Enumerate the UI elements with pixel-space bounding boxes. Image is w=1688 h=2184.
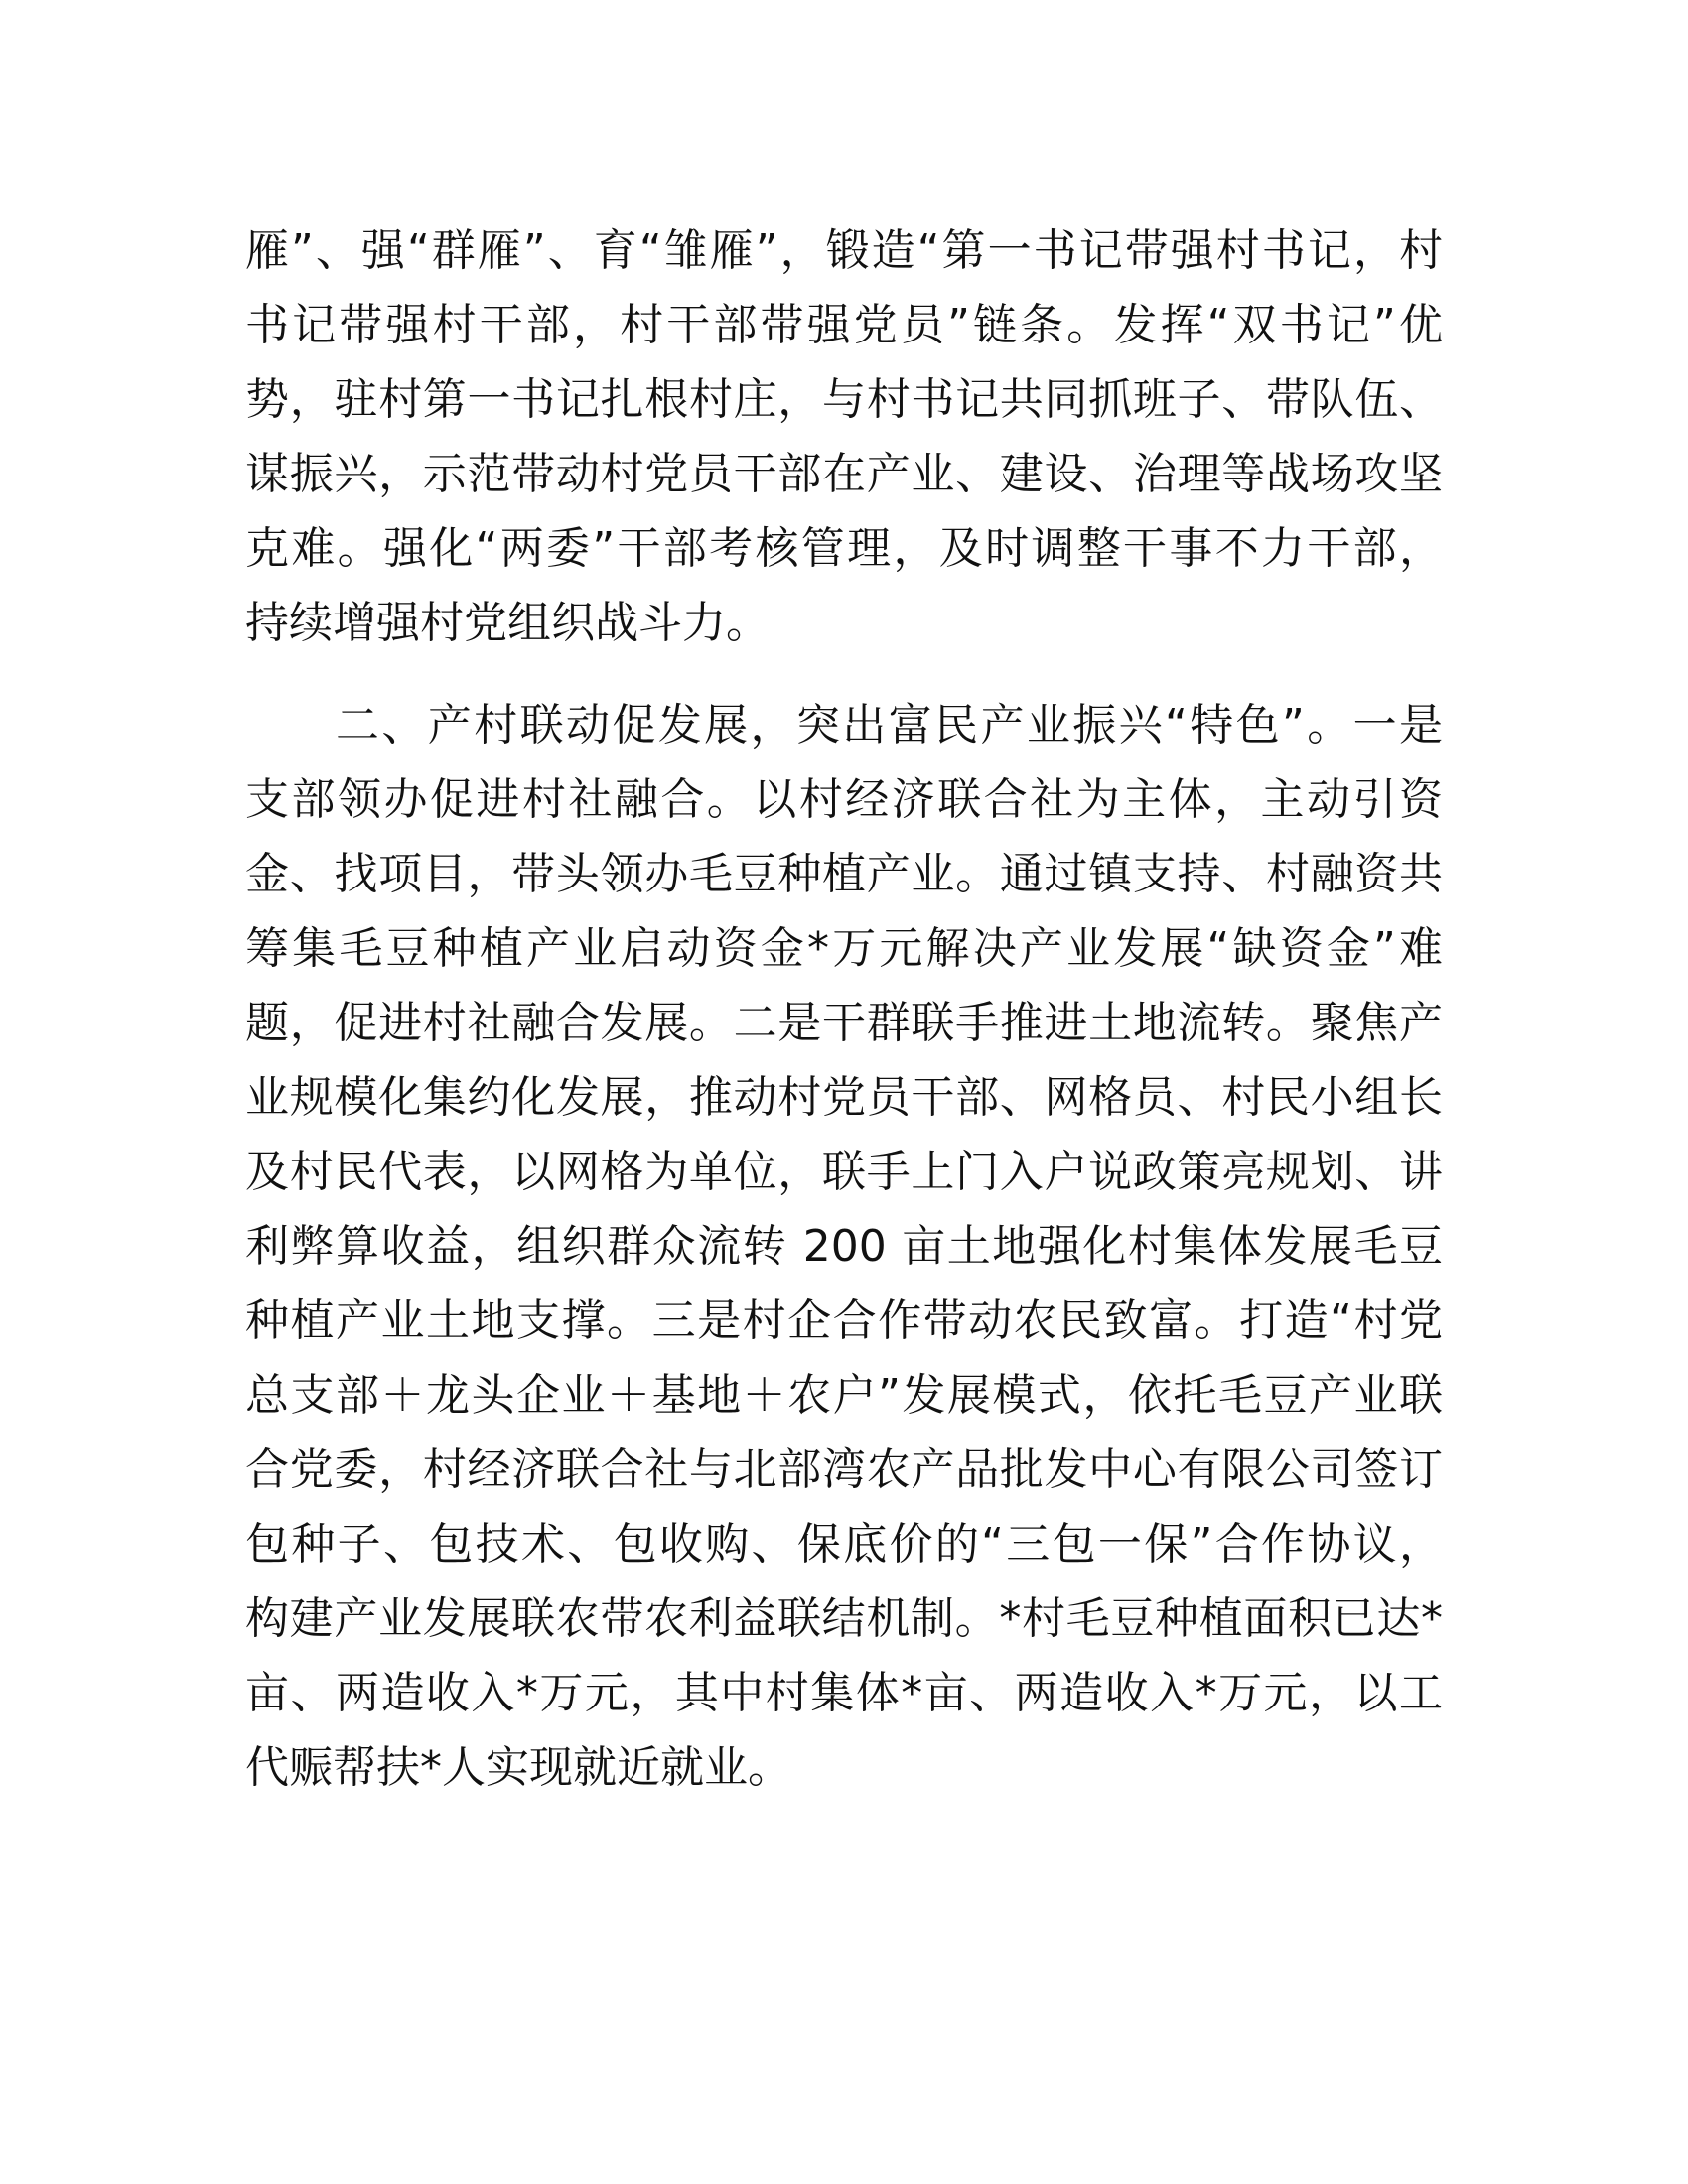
paragraph-line: 持续增强村党组织战斗力。: [245, 598, 770, 648]
paragraph-line: 金、找项目，带头领办毛豆种植产业。通过镇支持、村融资共: [245, 849, 1443, 899]
paragraph-line: 谋振兴，示范带动村党员干部在产业、建设、治理等战场攻坚: [245, 449, 1443, 499]
paragraph-line: 克难。强化“两委”干部考核管理，及时调整干事不力干部，: [245, 523, 1443, 574]
paragraph-line: 及村民代表，以网格为单位，联手上门入户说政策亮规划、讲: [245, 1147, 1443, 1197]
paragraph-line: 利弊算收益，组织群众流转 200 亩土地强化村集体发展毛豆: [245, 1221, 1443, 1272]
paragraph-line: 总支部＋龙头企业＋基地＋农户”发展模式，依托毛豆产业联: [245, 1370, 1443, 1421]
paragraph-line: 构建产业发展联农带农利益联结机制。*村毛豆种植面积已达*: [245, 1593, 1443, 1644]
paragraph-line: 书记带强村干部，村干部带强党员”链条。发挥“双书记”优: [245, 300, 1443, 350]
paragraph-line: 亩、两造收入*万元，其中村集体*亩、两造收入*万元，以工: [245, 1668, 1443, 1718]
paragraph-line: 题，促进村社融合发展。二是干群联手推进土地流转。聚焦产: [245, 998, 1443, 1048]
paragraph-line: 二、产村联动促发展，突出富民产业振兴“特色”。一是: [336, 700, 1443, 751]
paragraph-line: 代赈帮扶*人实现就近就业。: [245, 1742, 791, 1793]
paragraph-line: 包种子、包技术、包收购、保底价的“三包一保”合作协议，: [245, 1519, 1443, 1570]
paragraph-line: 雁”、强“群雁”、育“雏雁”，锻造“第一书记带强村书记，村: [245, 225, 1443, 276]
paragraph-2: [245, 688, 1443, 1805]
paragraph-line: 势，驻村第一书记扎根村庄，与村书记共同抓班子、带队伍、: [245, 374, 1443, 425]
paragraph-line: 种植产业土地支撑。三是村企合作带动农民致富。打造“村党: [245, 1296, 1443, 1346]
paragraph-1: [245, 213, 1443, 660]
paragraph-line: 合党委，村经济联合社与北部湾农产品批发中心有限公司签订: [245, 1444, 1443, 1495]
paragraph-line: 支部领办促进村社融合。以村经济联合社为主体，主动引资: [245, 774, 1443, 825]
paragraph-line: 筹集毛豆种植产业启动资金*万元解决产业发展“缺资金”难: [245, 923, 1443, 974]
paragraph-line: 业规模化集约化发展，推动村党员干部、网格员、村民小组长: [245, 1072, 1443, 1123]
